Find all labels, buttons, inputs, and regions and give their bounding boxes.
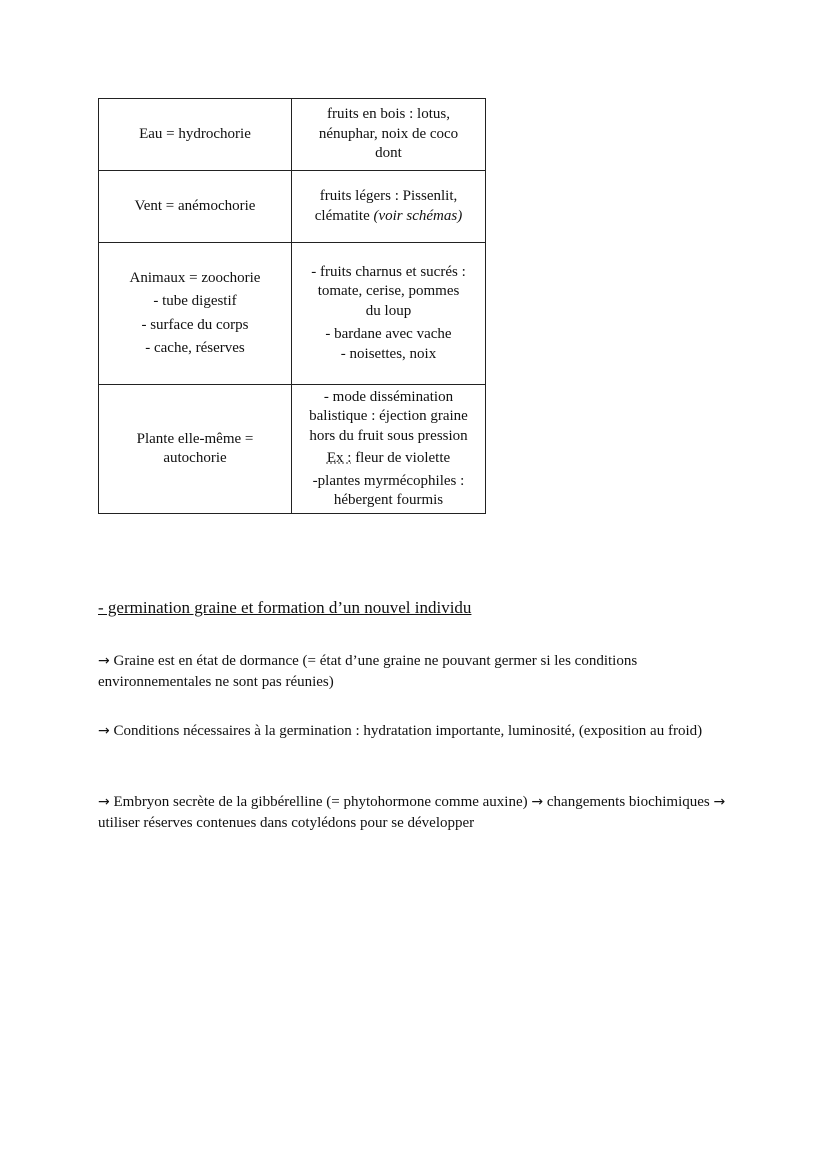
cell-text: hébergent fourmis [333,492,444,508]
cell-text: - cache, réserves [145,340,245,356]
cell-text: hors du fruit sous pression [309,427,468,444]
paragraph-text: utiliser réserves contenues dans cotylédons pour se développer [98,815,475,831]
dispersal-example-cell [292,99,486,171]
cell-text: - surface du corps [141,316,249,333]
cell-text: - fruits charnus et sucrés : [311,263,466,280]
cell-text: tomate, cerise, pommes [317,283,460,300]
cell-text-line [298,207,479,227]
paragraph-dormancy [98,651,738,693]
example-line [298,449,479,469]
table-row [99,99,486,171]
table-row [99,385,486,514]
cell-text: Eau = hydrochorie [139,125,251,142]
paragraph-text: Embryon secrète de la gibbérelline (= phytohormone comme auxine) [113,794,528,810]
section-heading: - germination graine et formation d’un nouvel individu [98,598,472,617]
cell-text: - mode dissémination [323,388,454,405]
arrow-icon: → [531,794,544,810]
cell-text: - noisettes, noix [340,345,437,362]
dispersal-mode-cell [99,99,292,171]
table-row [99,171,486,243]
cell-text: du loup [365,302,412,319]
paragraph-embryo [98,792,738,834]
cell-text: fleur de violette [355,450,451,466]
cell-text: - bardane avec vache [325,326,452,343]
paragraph-conditions [98,721,738,742]
dispersal-example-cell [292,385,486,514]
dispersal-example-cell [292,243,486,385]
dispersal-mode-cell [99,243,292,385]
cell-text: Plante elle-même = [136,430,254,447]
cell-text: nénuphar, noix de coco [318,125,459,142]
cell-text: fruits légers : Pissenlit, [319,188,458,204]
paragraph-text: Graine est en état de dormance (= état d’une graine ne pouvant germer si les conditions environnementales ne sont pas réunies) [98,653,638,690]
cell-text: -plantes myrmécophiles : [312,472,465,489]
cell-text: Vent = anémochorie [134,197,256,214]
cell-text: clématite [314,207,370,224]
paragraph-text: changements biochimiques [546,794,710,810]
dispersal-mode-cell [99,171,292,243]
cell-text: - tube digestif [153,293,237,309]
paragraph-text: importante, luminosité, (exposition au froid) [435,723,703,739]
arrow-icon: → [713,794,726,810]
arrow-icon: → [98,794,110,810]
italic-note: (voir schémas) [373,207,463,224]
table-row [99,243,486,385]
paragraph-text: Conditions nécessaires à la germination : hydratation [113,723,432,739]
cell-text: dont [375,145,402,162]
arrow-icon: → [98,723,110,739]
cell-text: Animaux = zoochorie [129,269,261,286]
cell-text: balistique : éjection graine [309,408,468,424]
cell-text: autochorie [163,450,227,466]
dispersal-mode-cell [99,385,292,514]
seed-dispersal-table [98,98,486,514]
cell-text: fruits en bois : lotus, [327,106,450,123]
example-label: Ex : [326,450,352,466]
dispersal-example-cell [292,171,486,243]
arrow-icon: → [98,653,110,669]
